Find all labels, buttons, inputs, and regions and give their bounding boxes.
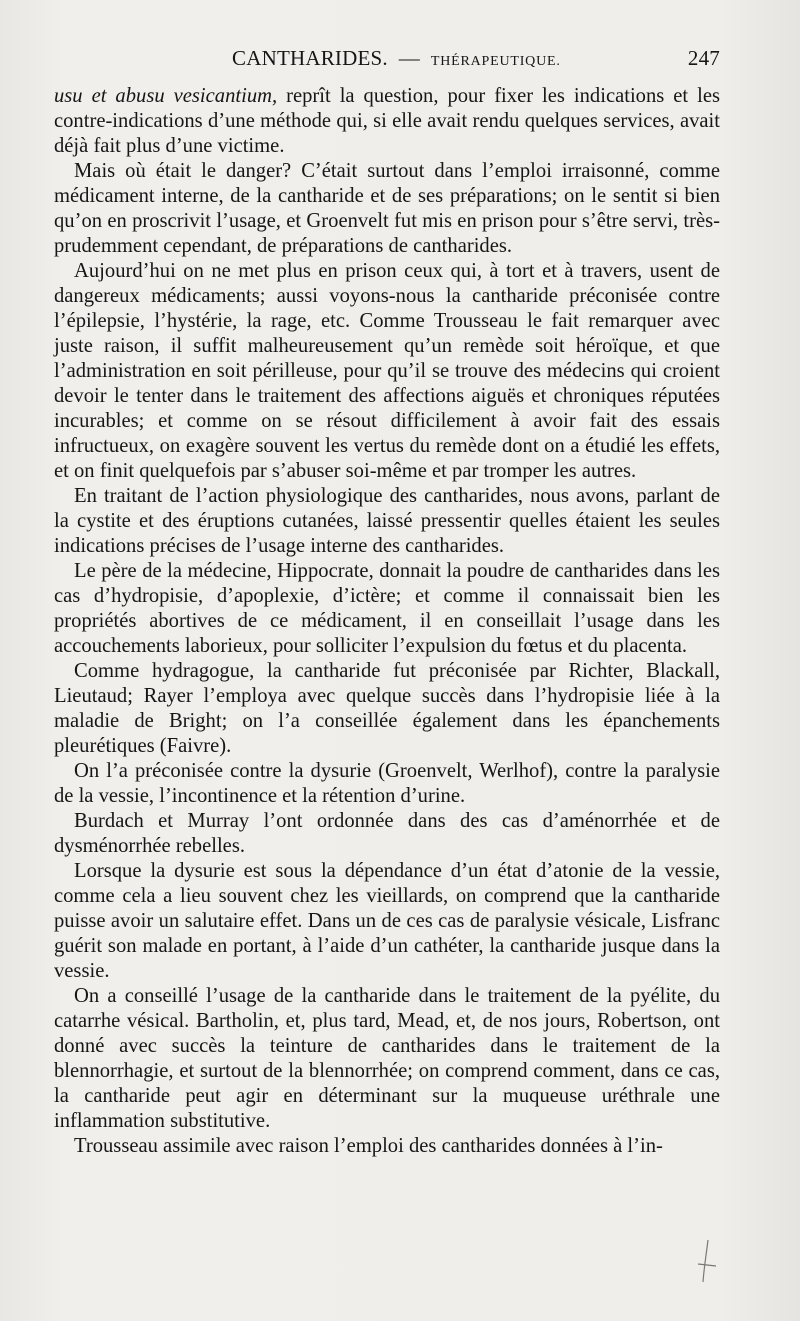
- running-head-title-group: [232, 46, 561, 71]
- paragraph-1-italic-lead: usu et abusu vesicantium,: [54, 85, 278, 107]
- paragraph-1-text: reprît la question, pour fixer les indications et les contre-indications d’une méthode qui, si elle avait rendu quelques services, avait déjà fait plus d’une victime.: [54, 85, 720, 157]
- paragraph-1: [54, 84, 720, 159]
- paragraph-7: On l’a préconisée contre la dysurie (Groenvelt, Werlhof), contre la paralysie de la vessie, l’incontinence et la rétention d’urine.: [54, 760, 720, 807]
- running-head: [54, 46, 720, 76]
- paragraph-2: Mais où était le danger? C’était surtout dans l’emploi irraisonné, comme médicament interne, de la cantharide et de ses préparations; on le sentit si bien qu’on en proscrivit l’usage, et Groenvelt fut mis en prison pour s’être servi, très-prudemment cependant, de préparations de cantharides.: [54, 160, 720, 257]
- paragraph-8: Burdach et Murray l’ont ordonnée dans des cas d’aménorrhée et de dysménorrhée rebelles.: [54, 810, 720, 857]
- page-number: 247: [687, 46, 720, 70]
- paragraph-9: Lorsque la dysurie est sous la dépendance d’un état d’atonie de la vessie, comme cela a lieu souvent chez les vieillards, on comprend que la cantharide puisse avoir un salutaire effet. Dans un de ces cas de paralysie vésicale, Lisfranc guérit son malade en portant, à l’aide d’un cathéter, la cantharide jusque dans la vessie.: [54, 860, 720, 982]
- paragraph-5: Le père de la médecine, Hippocrate, donnait la poudre de cantharides dans les cas d’hydropisie, d’apoplexie, d’ictère; et comme il connaissait bien les propriétés abortives de ce médicament, il en conseillait l’usage dans les accouchements laborieux, pour solliciter l’expulsion du fœtus et du placenta.: [54, 560, 720, 657]
- body-text: [54, 84, 720, 1159]
- paragraph-10: On a conseillé l’usage de la cantharide dans le traitement de la pyélite, du catarrhe vésical. Bartholin, et, plus tard, Mead, et, de nos jours, Robertson, ont donné avec succès la teinture de cantharides dans le traitement de la blennorrhagie, et surtout de la blennorrhée; on comprend comment, dans ce cas, la cantharide peut agir en déterminant sur la muqueuse uréthrale une inflammation substitutive.: [54, 985, 720, 1132]
- paragraph-4: En traitant de l’action physiologique des cantharides, nous avons, parlant de la cystite et des éruptions cutanées, laissé pressentir quelles étaient les seules indications précises de l’usage interne des cantharides.: [54, 485, 720, 557]
- margin-pencil-mark: [690, 1238, 730, 1298]
- running-head-title: CANTHARIDES.: [232, 46, 388, 70]
- running-head-subtitle: THÉRAPEUTIQUE.: [430, 54, 561, 69]
- paragraph-3: Aujourd’hui on ne met plus en prison ceux qui, à tort et à travers, usent de dangereux médicaments; aussi voyons-nous la cantharide préconisée contre l’épilepsie, l’hystérie, la rage, etc. Comme Trousseau le fait remarquer avec juste raison, il suffit malheureusement qu’un remède soit héroïque, et que l’administration en soit périlleuse, pour qu’il se trouve des médecins qui croient devoir le tenter dans le traitement des affections aiguës et chroniques réputées incurables; et comme on se résout difficilement à avoir fait des essais infructueux, on exagère souvent les vertus du remède dont on a étudié les effets, et on finit quelquefois par s’abuser soi-même et par tromper les autres.: [54, 260, 720, 482]
- paragraph-11: Trousseau assimile avec raison l’emploi des cantharides données à l’in-: [74, 1135, 663, 1157]
- running-head-separator: —: [398, 46, 420, 70]
- paragraph-6: Comme hydragogue, la cantharide fut préconisée par Richter, Blackall, Lieutaud; Rayer l’employa avec quelque succès dans l’hydropisie liée à la maladie de Bright; on l’a conseillée également dans les épanchements pleurétiques (Faivre).: [54, 660, 720, 757]
